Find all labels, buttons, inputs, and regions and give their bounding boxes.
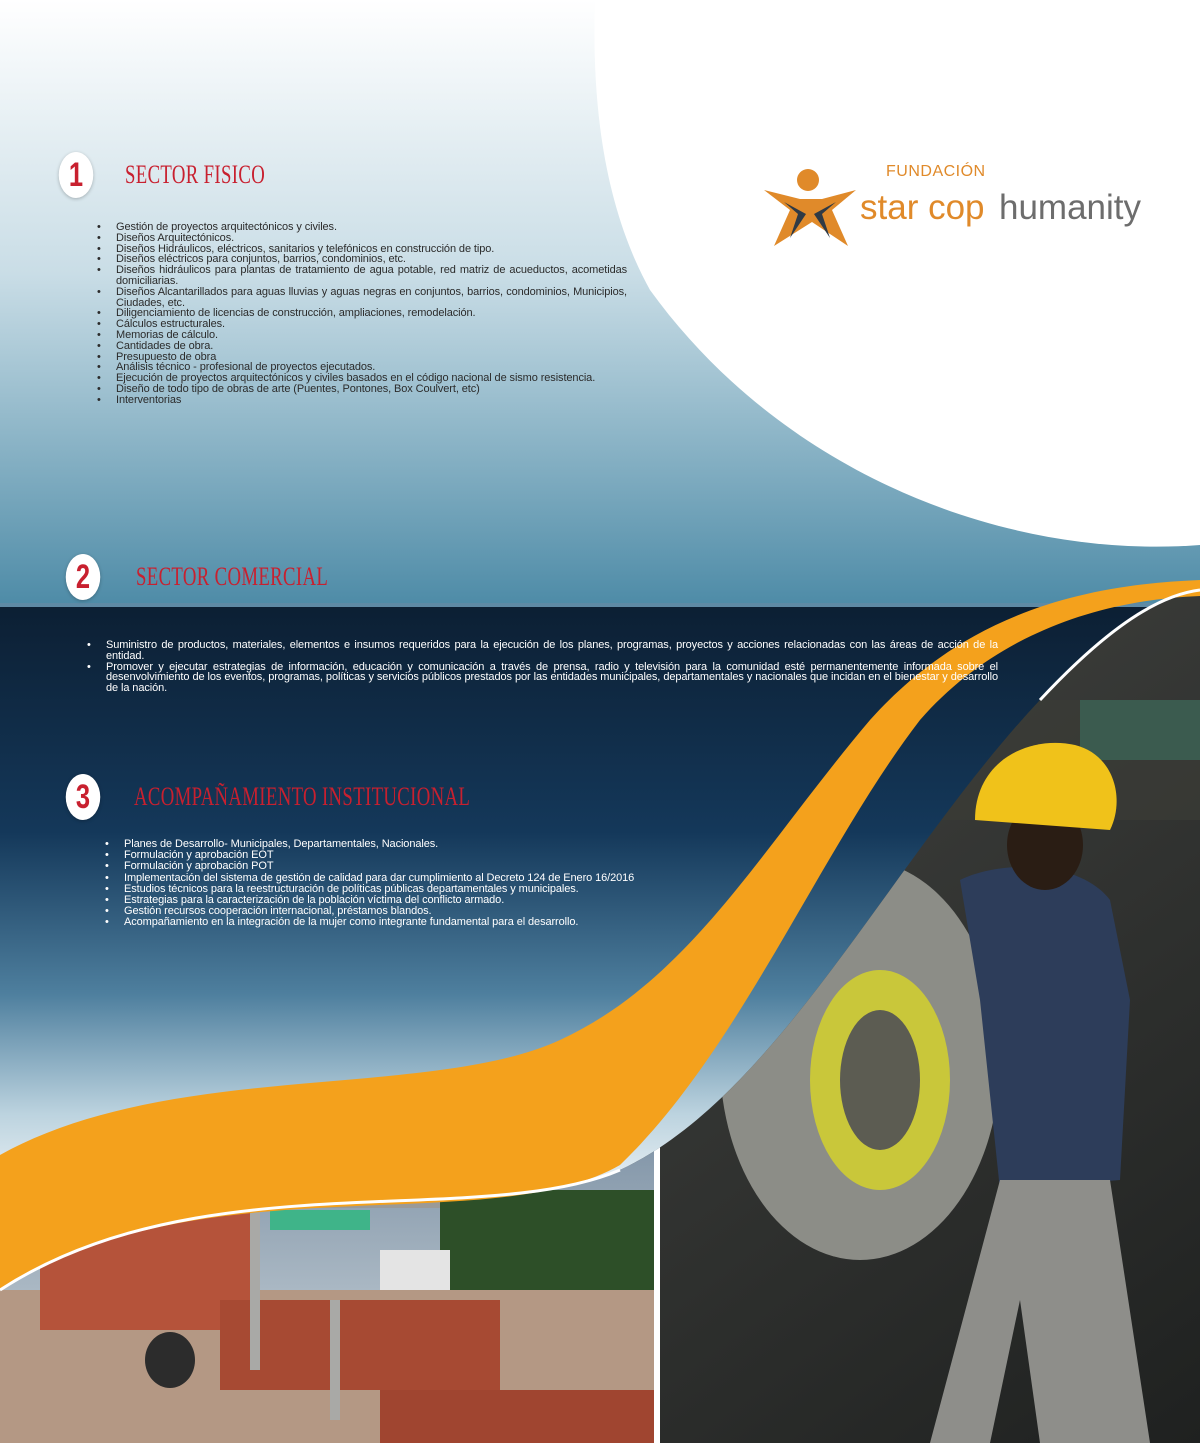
logo-prefix: FUNDACIÓN — [886, 163, 986, 180]
list-item: • Diseños Hidráulicos, eléctricos, sanitarios y telefónicos en construcción de tipo. — [96, 244, 627, 255]
section-number-3: 3 — [66, 774, 101, 820]
list-item: • Memorias de cálculo. — [96, 330, 627, 341]
list-item: • Análisis técnico - profesional de proyectos ejecutados. — [96, 362, 627, 373]
list-item: • Formulación y aprobación EOT — [104, 850, 744, 861]
section-title-1: SECTOR FISICO — [125, 160, 266, 189]
section-list-2 — [86, 640, 998, 694]
list-item: • Gestión de proyectos arquitectónicos y civiles. — [96, 222, 627, 233]
list-item: • Cálculos estructurales. — [96, 319, 627, 330]
section-list-1 — [96, 222, 627, 406]
list-item: • Diseños Arquitectónicos. — [96, 233, 627, 244]
list-item: • Formulación y aprobación POT — [104, 861, 744, 872]
list-item: • Gestión recursos cooperación internacional, préstamos blandos. — [104, 906, 744, 917]
section-number-2: 2 — [66, 554, 101, 600]
list-item: • Interventorias — [96, 395, 627, 406]
list-item: • Diseños hidráulicos para plantas de tratamiento de agua potable, red matriz de acueductos, acometidas domiciliarias. — [96, 265, 627, 287]
list-item: • Estrategias para la caracterización de la población víctima del conflicto armado. — [104, 895, 744, 906]
list-item: • Diseños eléctricos para conjuntos, barrios, condominios, etc. — [96, 254, 627, 265]
list-item: • Estudios técnicos para la reestructuración de políticas públicas departamentales y municipales. — [104, 884, 744, 895]
section-title-3: ACOMPAÑAMIENTO INSTITUCIONAL — [134, 782, 471, 811]
list-item: • Diligenciamiento de licencias de construcción, ampliaciones, remodelación. — [96, 308, 627, 319]
list-item: • Ejecución de proyectos arquitectónicos y civiles basados en el código nacional de sismo resistencia. — [96, 373, 627, 384]
section-list-3 — [104, 839, 744, 929]
logo-name-part2: humanity — [999, 188, 1142, 227]
list-item: • Presupuesto de obra — [96, 352, 627, 363]
list-item: • Acompañamiento en la integración de la mujer como integrante fundamental para el desarrollo. — [104, 917, 744, 928]
section-title-2: SECTOR COMERCIAL — [136, 562, 329, 591]
section-number-1: 1 — [59, 152, 94, 198]
list-item: • Cantidades de obra. — [96, 341, 627, 352]
list-item: • Planes de Desarrollo- Municipales, Departamentales, Nacionales. — [104, 839, 744, 850]
list-item: • Diseños Alcantarillados para aguas lluvias y aguas negras en conjuntos, barrios, condominios, Municipios, Ciudades, etc. — [96, 287, 627, 309]
list-item: • Suministro de productos, materiales, elementos e insumos requeridos para la ejecución de los planes, programas, proyectos y acciones relacionadas con las áreas de acción de la entidad. — [86, 640, 998, 662]
list-item: • Implementación del sistema de gestión de calidad para dar cumplimiento al Decreto 124 de Enero 16/2016 — [104, 873, 744, 884]
logo-name-part1: star cop — [860, 188, 985, 227]
list-item: • Diseño de todo tipo de obras de arte (Puentes, Pontones, Box Coulvert, etc) — [96, 384, 627, 395]
list-item: • Promover y ejecutar estrategias de información, educación y comunicación a través de prensa, radio y televisión para la comunidad esté permanentemente informada sobre el desenvolvimiento de los eventos, programas, políticas y servicios públicos prestados por las entidades municipales, departamentales y nacionales que incidan en el bienestar y desarrollo de la nación. — [86, 662, 998, 694]
